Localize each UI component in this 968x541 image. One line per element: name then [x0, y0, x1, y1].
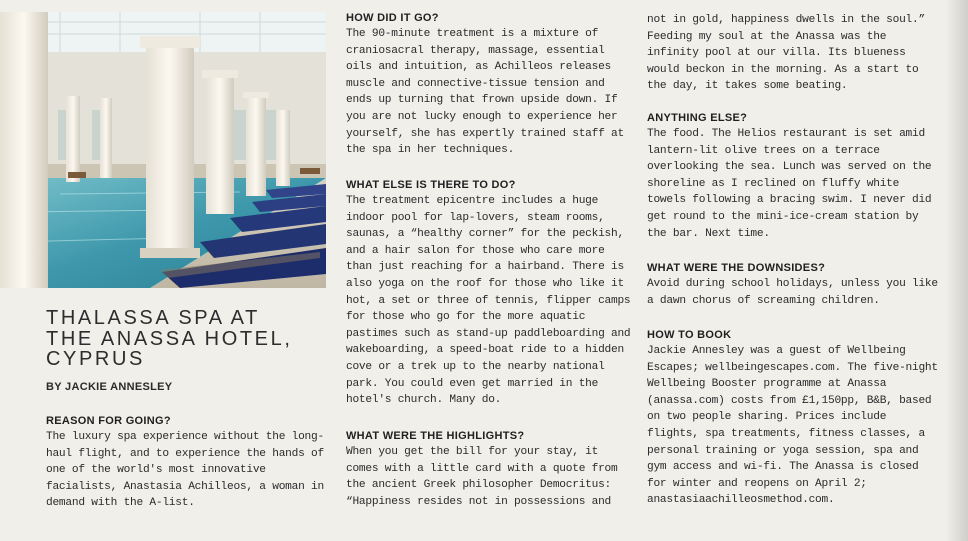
- section-body: Jackie Annesley was a guest of Wellbeing Escapes; wellbeingescapes.com. The five-night Wellbeing Booster programme at Anassa (anassa.com) costs from £1,150pp, B&B, based on two people sharing. Prices include flights, spa treatments, fitness classes, a personal training or yoga session, spa and gym access and wi-fi. The Anassa is closed for winter and reopens on April 2; anastasiaachilleosmethod.com.: [647, 345, 938, 507]
- section-body: Avoid during school holidays, unless you like a dawn chorus of screaming children.: [647, 278, 938, 307]
- section-body: The 90-minute treatment is a mixture of craniosacral therapy, massage, essential oils and intuition, as Achilleos releases muscle and connective-tissue tension and ends up turning that frown upside down. If you are not lucky enough to experience her yourself, she has expertly trained staff at the spa in her techniques.: [346, 28, 624, 157]
- section-heading: HOW TO BOOK: [647, 329, 732, 341]
- byline: BY JACKIE ANNESLEY: [46, 381, 173, 393]
- section-body: The food. The Helios restaurant is set amid lantern-lit olive trees on a terrace overlooking the sea. Lunch was served on the shoreline as I reclined on fluffy white towels following a bracing swim. I never did get round to the mini-ice-cream station by the bar. Next time.: [647, 128, 932, 240]
- section-body: The luxury spa experience without the long-haul flight, and to experience the hands of one of the world's most innovative facialists, Anastasia Achilleos, a woman in demand with the A-list.: [46, 431, 324, 510]
- section-downsides: [647, 262, 939, 309]
- headline-line-2: THE ANASSA HOTEL,: [46, 327, 293, 350]
- section-highlights: [346, 430, 636, 510]
- section-body-continued: not in gold, happiness dwells in the soul.” Feeding my soul at the Anassa was the infinity pool at our villa. Its blueness would beckon in the morning. As a start to the day, it takes some beating.: [647, 14, 925, 93]
- section-how-did-it-go: [346, 12, 636, 159]
- section-highlights-continued: [647, 12, 939, 95]
- page-gutter-shadow: [946, 0, 968, 541]
- section-anything-else: [647, 112, 939, 242]
- spa-pool-photo: [0, 12, 326, 288]
- section-heading: WHAT WERE THE HIGHLIGHTS?: [346, 430, 525, 442]
- headline-line-1: THALASSA SPA AT: [46, 307, 260, 329]
- section-heading: WHAT ELSE IS THERE TO DO?: [346, 179, 516, 191]
- section-heading: WHAT WERE THE DOWNSIDES?: [647, 262, 826, 274]
- section-heading: ANYTHING ELSE?: [647, 112, 748, 124]
- section-heading: HOW DID IT GO?: [346, 12, 439, 24]
- section-heading: REASON FOR GOING?: [46, 415, 171, 427]
- article-headline: [46, 308, 326, 370]
- section-how-to-book: [647, 329, 939, 509]
- section-reason-for-going: [46, 415, 328, 512]
- headline-line-3: CYPRUS: [46, 348, 145, 370]
- section-body: The treatment epicentre includes a huge indoor pool for lap-lovers, steam rooms, saunas, a “healthy corner” for the peckish, and a hair salon for those who care more than just reaching for a hairband. There is also yoga on the roof for those who like it hot, a set or three of tennis, flipper camps for those who go for the more aquatic pastimes such as stand-up paddleboarding and wakeboarding, a speed-boat ride to a hidden cove or a trek up to the nearby national park. You could even get married in the hotel's church. Many do.: [346, 195, 631, 407]
- section-body: When you get the bill for your stay, it comes with a little card with a quote from the ancient Greek philosopher Democritus: “Happiness resides not in possessions and: [346, 446, 618, 508]
- section-what-else: [346, 179, 636, 409]
